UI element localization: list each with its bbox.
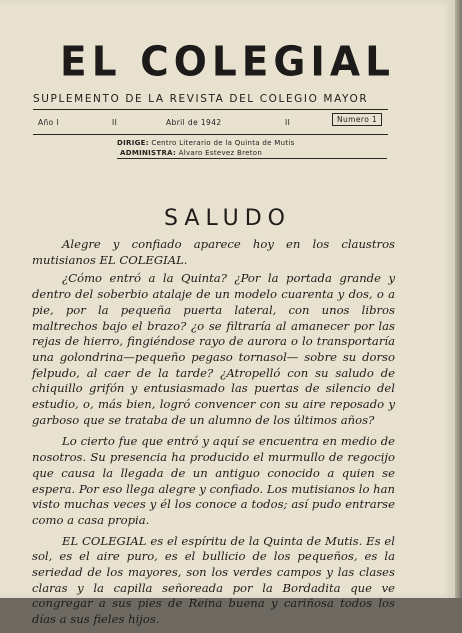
issue-number: Numero 1 xyxy=(332,113,382,126)
article-paragraph: Alegre y confiado aparece hoy en los claustros mutisianos EL COLEGIAL. xyxy=(32,237,395,267)
director-value: Centro Literario de la Quinta de Mutis xyxy=(151,139,295,147)
issue-separator: II xyxy=(285,118,291,127)
admin-value: Alvaro Estevez Breton xyxy=(178,149,263,157)
issue-year: Año I xyxy=(38,118,60,127)
admin-label: ADMINISTRA: xyxy=(120,149,177,157)
article-body xyxy=(32,237,395,633)
masthead-divider-top xyxy=(33,109,388,110)
page-gutter xyxy=(455,0,462,598)
issue-info-row xyxy=(38,116,388,130)
staff-admin xyxy=(120,149,262,157)
masthead-subtitle: SUPLEMENTO DE LA REVISTA DEL COLEGIO MAYOR xyxy=(33,93,369,105)
issue-date: Abril de 1942 xyxy=(166,118,222,127)
masthead-divider-bottom xyxy=(33,134,388,135)
article-paragraph: Lo cierto fue que entró y aquí se encuentra en medio de nosotros. Su presencia ha producido el murmullo de regocijo que causa la llegada de un antiguo conocido a quien se espera. Por eso llega alegre y confiado. Los mutisianos lo han visto muchas veces y él los conoce a todos; así pudo entrarse como a casa propia. xyxy=(32,434,395,527)
director-label: DIRIGE: xyxy=(117,139,149,147)
masthead-title: EL COLEGIAL xyxy=(60,38,395,87)
article-paragraph: EL COLEGIAL es el espíritu de la Quinta de Mutis. Es el sol, es el aire puro, es el bullicio de los pequeños, es la seriedad de los mayores, son los verdes campos y las clases claras y la capilla señoreada por la Bordadita que ve congregar a sus pies de Reina buena y cariñosa todos los días a sus fieles hijos. xyxy=(32,533,395,627)
issue-separator: II xyxy=(112,118,118,127)
staff-divider xyxy=(117,158,387,159)
staff-director xyxy=(117,139,295,147)
article-headline: SALUDO xyxy=(164,205,291,231)
article-paragraph: ¿Cómo entró a la Quinta? ¿Por la portada grande y dentro del soberbio atalaje de un modelo cuarenta y dos, o a pie, por la pequeña puerta lateral, con unos libros maltrechos bajo el brazo? ¿o se filtraría al amanecer por las rejas de hierro, fingiéndose rayo de aurora o lo transportaría una golondrina—pequeño pegaso tornasol— sobre su dorso felpudo, al caer de la tarde? ¿Atropelló con su saludo de chiquillo grifón y entusiasmado las puertas de silencio del estudio, o, más bien, logró convencer con su aire reposado y garboso que se trataba de un alumno de los últimos años? xyxy=(32,271,395,427)
